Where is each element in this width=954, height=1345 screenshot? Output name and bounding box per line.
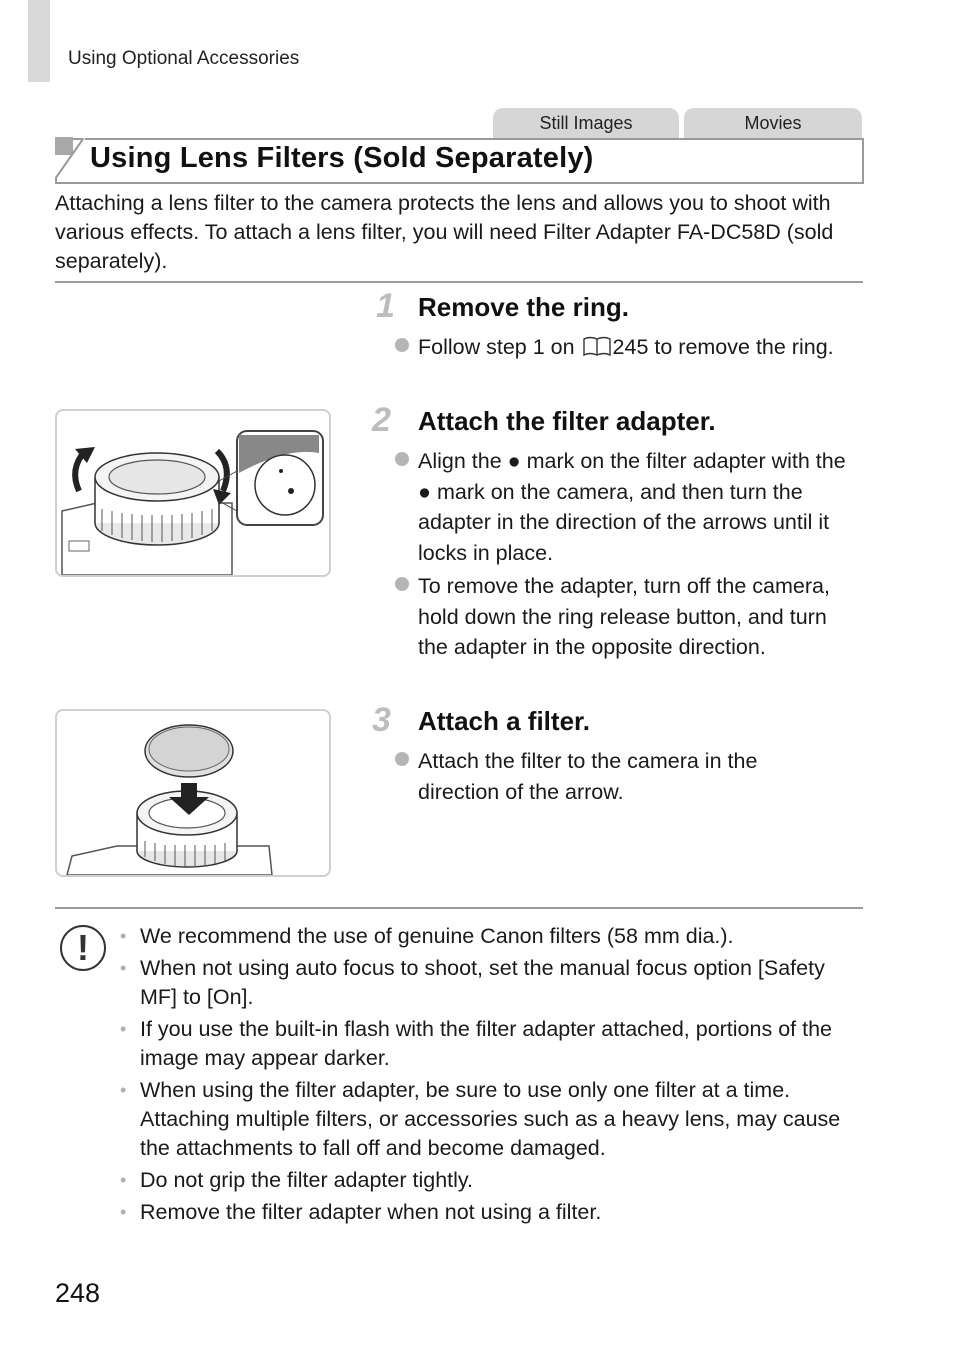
filter-adapter-illustration (55, 409, 331, 577)
note-item: Remove the filter adapter when not using a filter. (140, 1200, 602, 1224)
caution-icon: ! (60, 925, 106, 971)
note-bullet-icon: • (120, 1019, 127, 1039)
note-item: We recommend the use of genuine Canon filters (58 mm dia.). (140, 924, 734, 948)
attach-filter-illustration (55, 709, 331, 877)
title-corner-decoration (55, 137, 85, 181)
step-number: 2 (372, 401, 391, 439)
bullet-icon (395, 338, 409, 352)
book-icon (582, 335, 612, 366)
step-bullet: Align the ● mark on the filter adapter with the ● mark on the camera, and then turn the adapter in the direction of the arrows until it locks in place. (418, 449, 846, 565)
step-bullet: Follow step 1 on 245 to remove the ring. (418, 332, 858, 366)
step-title: Attach the filter adapter. (418, 406, 716, 436)
side-tab-marker (28, 0, 50, 82)
intro-divider (55, 281, 863, 283)
page-number: 248 (55, 1278, 101, 1308)
step-number: 3 (372, 701, 391, 739)
tab-movies: Movies (684, 108, 862, 138)
section-label: Using Optional Accessories (68, 48, 300, 69)
note-item: If you use the built-in flash with the filter adapter attached, portions of the image may appear darker. (140, 1017, 832, 1070)
bullet-icon (395, 577, 409, 591)
note-bullet-icon: • (120, 1080, 127, 1100)
note-item: When using the filter adapter, be sure to use only one filter at a time. Attaching multiple filters, or accessories such as a heavy lens, may cause the attachments to fall off and become damaged. (140, 1078, 841, 1160)
note-bullet-icon: • (120, 1170, 127, 1190)
tab-still-images: Still Images (493, 108, 679, 138)
note-item: When not using auto focus to shoot, set the manual focus option [Safety MF] to [On]. (140, 956, 825, 1009)
note-bullet-icon: • (120, 1202, 127, 1222)
note-bullet-icon: • (120, 958, 127, 978)
bullet-icon (395, 452, 409, 466)
step-bullet: To remove the adapter, turn off the camera, hold down the ring release button, and turn the adapter in the opposite direction. (418, 574, 830, 659)
step-number: 1 (376, 287, 395, 325)
step-title: Remove the ring. (418, 292, 629, 322)
note-bullet-icon: • (120, 926, 127, 946)
step-title: Attach a filter. (418, 706, 590, 736)
page-title: Using Lens Filters (Sold Separately) (90, 142, 594, 174)
step-bullet: Attach the filter to the camera in the direction of the arrow. (418, 749, 758, 804)
notes-divider (55, 907, 863, 909)
bullet-icon (395, 752, 409, 766)
page-reference: 245 (612, 335, 649, 359)
note-item: Do not grip the filter adapter tightly. (140, 1168, 474, 1192)
intro-paragraph: Attaching a lens filter to the camera protects the lens and allows you to shoot with various effects. To attach a lens filter, you will need Filter Adapter FA-DC58D (sold separately). (55, 191, 834, 273)
